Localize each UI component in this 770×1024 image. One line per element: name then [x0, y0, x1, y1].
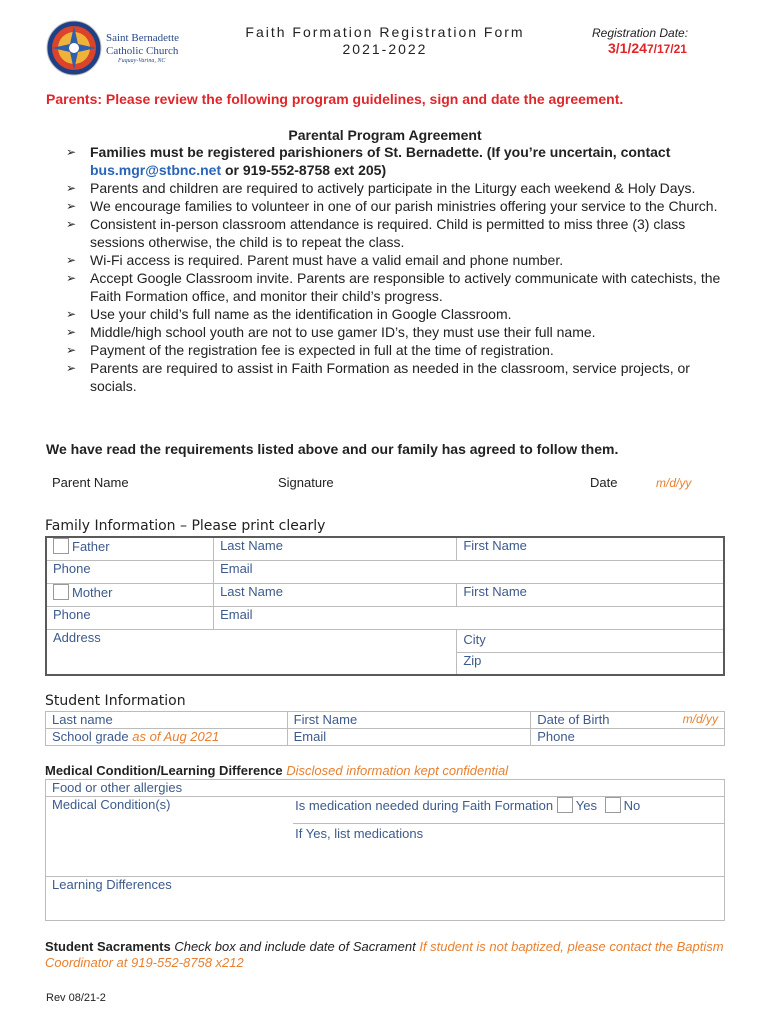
arrow-bullet-icon: ➢: [66, 343, 77, 357]
arrow-bullet-icon: ➢: [66, 307, 77, 321]
checkbox-icon[interactable]: [53, 584, 69, 600]
rule-item: ➢ Parents and children are required to actively participate in the Liturgy each weekend & Holy Days.: [66, 180, 696, 196]
registration-date-original: 7/17/21: [646, 42, 687, 56]
student-last-name-field[interactable]: Last name: [46, 712, 288, 729]
father-last-name-field[interactable]: Last Name: [214, 537, 457, 560]
mother-email-field[interactable]: Email: [214, 606, 724, 629]
school-grade-field[interactable]: School grade as of Aug 2021: [46, 729, 288, 746]
student-first-name-field[interactable]: First Name: [287, 712, 531, 729]
arrow-bullet-icon: ➢: [66, 361, 77, 375]
church-logo: [46, 20, 102, 76]
rule-item: ➢ Wi-Fi access is required. Parent must have a valid email and phone number.: [66, 252, 564, 268]
mother-phone-field[interactable]: Phone: [46, 606, 214, 629]
rule-item: ➢ Use your child’s full name as the identification in Google Classroom.: [66, 306, 512, 322]
agreement-confirmation: We have read the requirements listed above and our family has agreed to follow them.: [46, 441, 619, 457]
rule-item: ➢ Accept Google Classroom invite. Parents are responsible to actively communicate with catechists, the Faith Formation office, and monitor their child’s progress.: [66, 270, 721, 304]
medication-cell: [293, 797, 724, 877]
medication-question: Is medication needed during Faith Formation Yes No: [293, 797, 724, 824]
father-first-name-field[interactable]: First Name: [457, 537, 724, 560]
date-field[interactable]: m/d/yy: [656, 476, 692, 490]
medications-list-field[interactable]: If Yes, list medications: [295, 826, 424, 841]
instructions: Parents: Please review the following program guidelines, sign and date the agreement.: [46, 91, 624, 107]
form-year: 2021-2022: [342, 41, 428, 57]
arrow-bullet-icon: ➢: [66, 217, 77, 231]
address-field[interactable]: Address: [46, 629, 457, 675]
rule-item: ➢ Parents are required to assist in Faith Formation as needed in the classroom, service projects, or socials.: [66, 360, 690, 394]
parent-name-field[interactable]: Parent Name: [52, 475, 129, 490]
arrow-bullet-icon: ➢: [66, 199, 77, 213]
email-link[interactable]: bus.mgr@stbnc.net: [90, 162, 222, 178]
learning-differences-field[interactable]: Learning Differences: [46, 877, 725, 921]
family-section-title: Family Information – Please print clearly: [45, 518, 326, 534]
registration-date-value[interactable]: [608, 40, 687, 56]
no-checkbox[interactable]: [605, 797, 621, 813]
student-dob-field[interactable]: Date of Birth m/d/yy: [531, 712, 725, 729]
church-location: Fuquay-Varina, NC: [118, 58, 166, 64]
father-email-field[interactable]: Email: [214, 560, 724, 583]
student-email-field[interactable]: Email: [287, 729, 531, 746]
father-phone-field[interactable]: Phone: [46, 560, 214, 583]
arrow-bullet-icon: ➢: [66, 325, 77, 339]
arrow-bullet-icon: ➢: [66, 271, 77, 285]
registration-date-main: 3/1/24: [608, 40, 647, 56]
checkbox-icon[interactable]: [53, 538, 69, 554]
mother-last-name-field[interactable]: Last Name: [214, 583, 457, 606]
student-section-title: Student Information: [45, 693, 186, 709]
family-table: [45, 536, 725, 676]
agreement-title: Parental Program Agreement: [288, 127, 482, 143]
rule-item: ➢ Payment of the registration fee is expected in full at the time of registration.: [66, 342, 554, 358]
father-checkbox[interactable]: Father: [46, 537, 214, 560]
rule-item: ➢ We encourage families to volunteer in one of our parish ministries offering your service to the Church.: [66, 198, 718, 214]
medical-conditions-field[interactable]: Medical Condition(s): [46, 797, 294, 877]
arrow-bullet-icon: ➢: [66, 181, 77, 195]
revision-label: Rev 08/21-2: [46, 992, 106, 1004]
rule-item: ➢ Middle/high school youth are not to use gamer ID’s, they must use their full name.: [66, 324, 596, 340]
medical-section-title: Medical Condition/Learning Difference Disclosed information kept confidential: [45, 763, 509, 778]
rule-item: ➢ Families must be registered parishioners of St. Bernadette. (If you’re uncertain, contact bus.mgr@stbnc.net or 919-552-8758 ext 205): [66, 144, 671, 178]
mother-first-name-field[interactable]: First Name: [457, 583, 724, 606]
yes-checkbox[interactable]: [557, 797, 573, 813]
food-allergies-field[interactable]: Food or other allergies: [46, 780, 725, 797]
zip-field[interactable]: Zip: [457, 652, 724, 675]
date-label: Date: [590, 475, 618, 490]
registration-date-label: Registration Date:: [592, 26, 689, 40]
arrow-bullet-icon: ➢: [66, 145, 77, 159]
church-name: Saint Bernadette Catholic Church: [106, 32, 180, 57]
signature-field[interactable]: Signature: [278, 475, 334, 490]
student-phone-field[interactable]: Phone: [531, 729, 725, 746]
sacraments-section: Student Sacraments Check box and include date of Sacrament If student is not baptized, please contact the Baptism Coordinator at 919-552-8758 x212: [45, 939, 724, 970]
city-field[interactable]: City: [457, 629, 724, 652]
mother-checkbox[interactable]: Mother: [46, 583, 214, 606]
form-title: Faith Formation Registration Form: [245, 24, 525, 40]
rule-item: ➢ Consistent in-person classroom attendance is required. Child is permitted to miss three (3) class sessions otherwise, the child is to repeat the class.: [66, 216, 686, 250]
arrow-bullet-icon: ➢: [66, 253, 77, 267]
rules-list: [66, 143, 726, 395]
student-table: [45, 711, 725, 746]
medical-table: [45, 779, 725, 921]
